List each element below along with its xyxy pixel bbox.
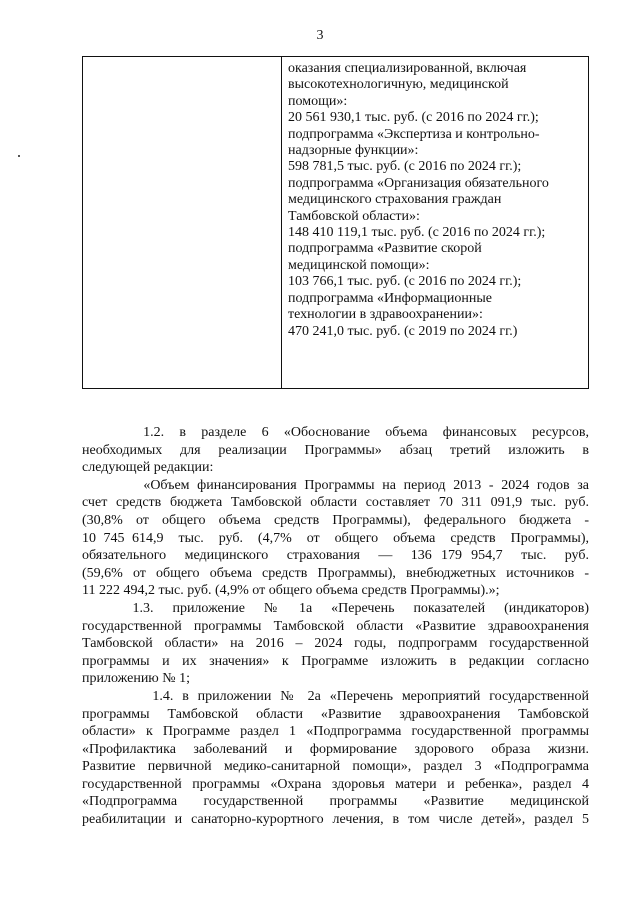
table-text-line: подпрограмма «Информационные xyxy=(288,290,493,306)
body-text-line: приложению № 1; xyxy=(82,671,191,687)
body-text-line: «Объем финансирования Программы на период 2013 - 2024 годов за xyxy=(82,477,589,493)
table-text-line: технологии в здравоохранении»: xyxy=(288,307,483,323)
table-text-line: оказания специализированной, включая xyxy=(288,61,527,76)
body-text-line: государственной программы Тамбовской области «Развитие здравоохранения xyxy=(82,618,589,634)
body-text-line: Развитие первичной медико-санитарной помощи», раздел 3 «Подпрограмма xyxy=(82,759,589,775)
body-text-line: Тамбовской области» на 2016 – 2024 годы, подпрограмм государственной xyxy=(82,636,589,652)
table-text-line: 148 410 119,1 тыс. руб. (с 2016 по 2024 гг.); xyxy=(288,225,546,241)
table-text-line: 103 766,1 тыс. руб. (с 2016 по 2024 гг.); xyxy=(288,274,522,290)
body-text-line: (59,6% от общего объема средств Программы), внебюджетных источников - xyxy=(82,565,589,581)
body-text-line: программы и их значения» к Программе изложить в редакции согласно xyxy=(82,653,589,669)
body-text-line: реабилитации и санаторно-курортного лечения, в том числе детей», раздел 5 xyxy=(82,812,589,828)
table-text-line: подпрограмма «Развитие скорой xyxy=(288,241,482,257)
body-text-line: следующей редакции: xyxy=(82,460,214,476)
table-right-cell xyxy=(288,61,582,340)
body-text-line: государственной программы «Охрана здоровья матери и ребенка», раздел 4 xyxy=(82,776,589,792)
table-text-line: надзорные функции»: xyxy=(288,143,419,159)
document-body xyxy=(82,424,589,829)
body-text-line: 10 745 614,9 тыс. руб. (4,7% от общего объема средств Программы), xyxy=(82,530,589,546)
table-text-line: высокотехнологичную, медицинской xyxy=(288,77,509,93)
table-left-cell xyxy=(83,57,282,388)
table-text-line: 598 781,5 тыс. руб. (с 2016 по 2024 гг.); xyxy=(288,159,522,175)
table-text-line: 470 241,0 тыс. руб. (с 2019 по 2024 гг.) xyxy=(288,323,518,339)
body-text-line: 1.4. в приложении № 2а «Перечень мероприятий государственной xyxy=(82,688,589,704)
body-text-line: области» к Программе раздел 1 «Подпрограмма государственной программы xyxy=(82,724,589,740)
table-text-line: медицинского страхования граждан xyxy=(288,192,502,208)
body-text-line: 11 222 494,2 тыс. руб. (4,9% от общего объема средств Программы).»; xyxy=(82,583,500,599)
body-text-line: обязательного медицинского страхования — 136 179 954,7 тыс. руб. xyxy=(82,548,589,564)
body-text-line: 1.2. в разделе 6 «Обоснование объема финансовых ресурсов, xyxy=(82,425,589,440)
body-text-line: (30,8% от общего объема средств Программы), федерального бюджета - xyxy=(82,512,589,528)
table-text-line: Тамбовской области»: xyxy=(288,208,420,224)
body-text-line: необходимых для реализации Программы» абзац третий изложить в xyxy=(82,442,589,458)
scan-artifact xyxy=(18,155,20,157)
body-text-line: «Подпрограмма государственной программы «Развитие медицинской xyxy=(82,794,589,810)
body-text-line: «Профилактика заболеваний и формирование здорового образа жизни. xyxy=(82,741,589,757)
page-number: 3 xyxy=(316,28,324,43)
body-text-line: счет средств бюджета Тамбовской области составляет 70 311 091,9 тыс. руб. xyxy=(82,495,589,511)
funding-table xyxy=(82,56,589,389)
body-text-line: 1.3. приложение № 1а «Перечень показателей (индикаторов) xyxy=(82,600,589,616)
table-text-line: помощи»: xyxy=(288,93,348,109)
body-text-line: программы Тамбовской области «Развитие здравоохранения Тамбовской xyxy=(82,706,589,722)
table-text-line: подпрограмма «Организация обязательного xyxy=(288,175,549,191)
table-text-line: 20 561 930,1 тыс. руб. (с 2016 по 2024 гг.); xyxy=(288,110,539,126)
table-text-line: подпрограмма «Экспертиза и контрольно- xyxy=(288,126,540,142)
table-text-line: медицинской помощи»: xyxy=(288,257,430,273)
